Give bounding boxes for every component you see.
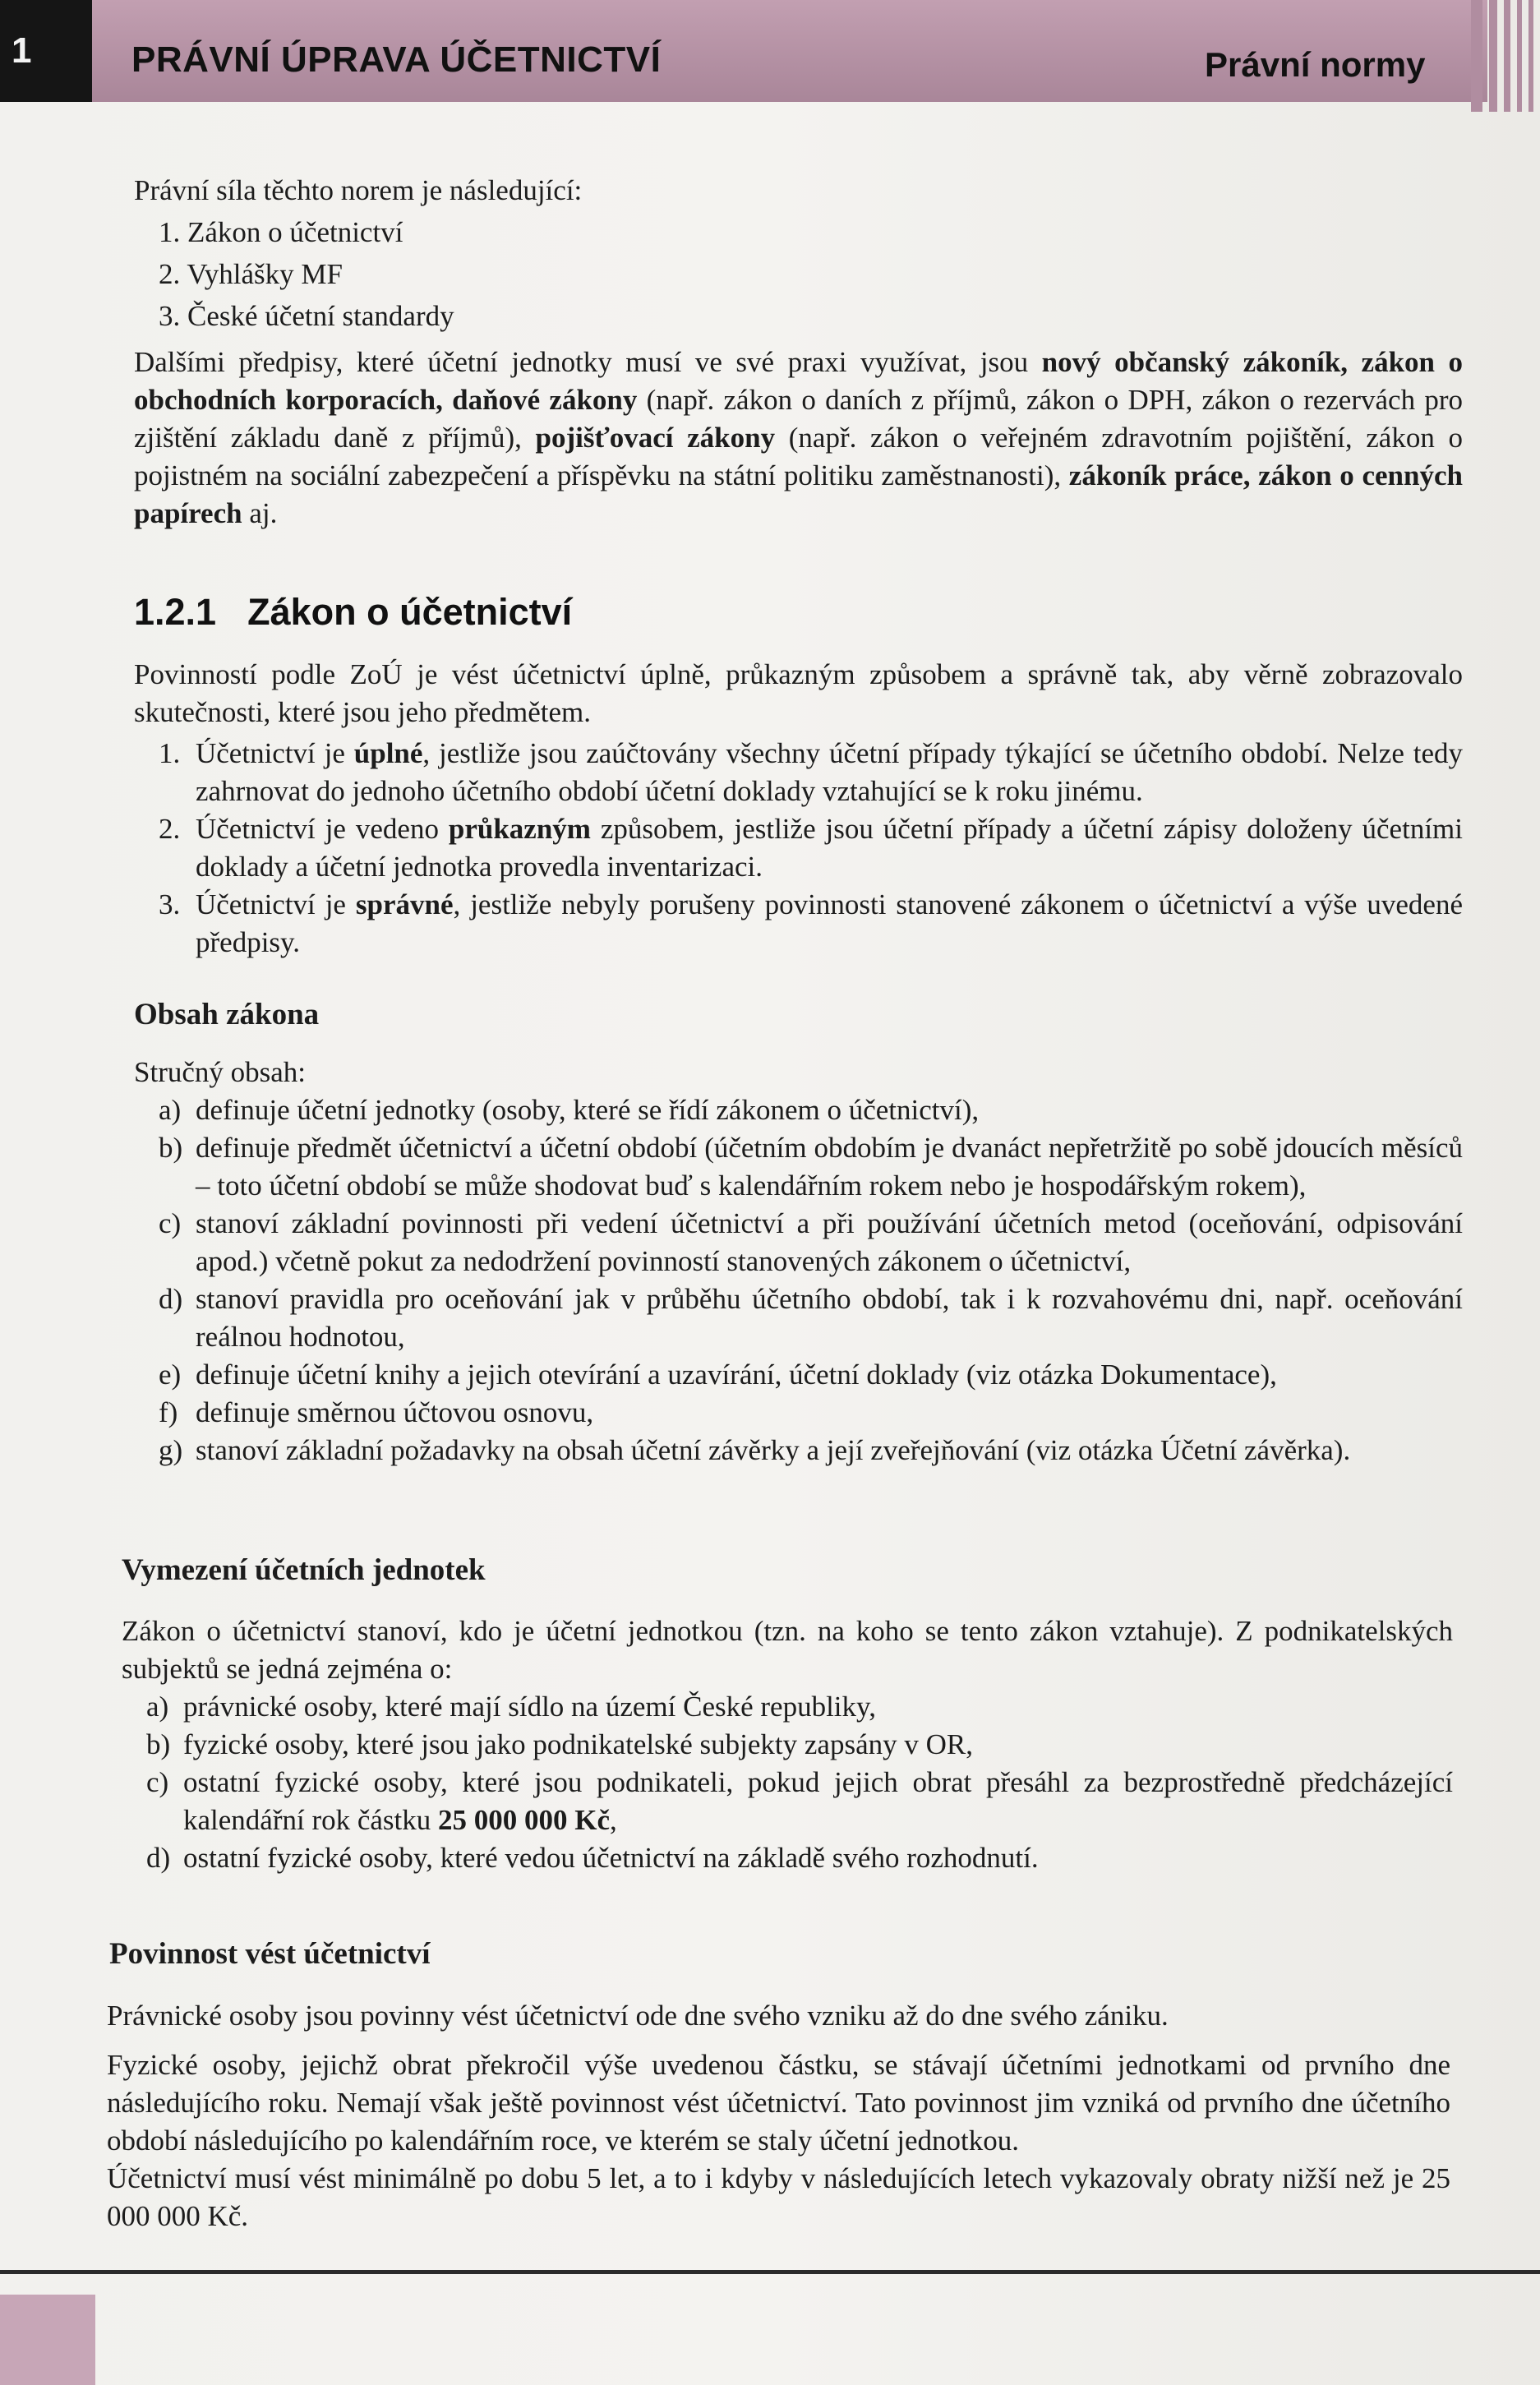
intro-block (134, 169, 1449, 337)
list-item: b) definuje předmět účetnictví a účetní období (účetním obdobím je dvanáct nepřetržitě po sobě jdoucích měsíců – toto účetní období se může shodovat buď s kalendářním rokem nebo je hospodářským rokem), (159, 1132, 1463, 1202)
footer-rule (0, 2270, 1540, 2274)
footer-decoration (0, 2295, 95, 2385)
list-item: f) definuje směrnou účtovou osnovu, (159, 1396, 594, 1428)
obligation-paragraph: Právnické osoby jsou povinny vést účetnictví ode dne svého vzniku až do dne svého zániku. (107, 2000, 1169, 2032)
obligation-paragraph: Účetnictví musí vést minimálně po dobu 5 let, a to i kdyby v následujících letech vykazovaly obraty nižší než je 25 000 000 Kč. (107, 2162, 1450, 2232)
obligation-paragraph: Fyzické osoby, jejichž obrat překročil výše uvedenou částku, se stávají účetními jednotkami od prvního dne následujícího roku. Nemají však ještě povinnost vést účetnictví. Tato povinnost jim vzniká od prvního dne účetního období následujícího po kalendářním roce, ve kterém se staly účetní jednotkou. (107, 2049, 1450, 2157)
list-item: 2. Účetnictví je vedeno průkazným způsobem, jestliže jsou účetní případy a účetní zápisy doloženy účetními doklady a účetní jednotka provedla inventarizaci. (159, 813, 1463, 883)
list-item: 1. Účetnictví je úplné, jestliže jsou zaúčtovány všechny účetní případy týkající se účetního období. Nelze tedy zahrnovat do jednoho účetního období účetní doklady vztahující se k roku jinému. (159, 737, 1463, 807)
content-block (134, 1054, 1463, 1469)
content-heading: Obsah zákona (134, 998, 320, 1031)
other-regulations: Dalšími předpisy, které účetní jednotky musí ve své praxi využívat, jsou nový občanský zákoník, zákon o obchodních korporacích, daňové zákony (např. zákon o daních z příjmů, zákon o DPH, zákon o rezervách pro zjištění základu daně z příjmů), pojišťovací zákony (např. zákon o veřejném zdravotním pojištění, zákon o pojistném na sociální zabezpečení a příspěvku na státní politiku zaměstnanosti), zákoník práce, zákon o cenných papírech aj. (134, 346, 1464, 529)
entities-block (122, 1612, 1453, 1877)
intro-item: 2. Vyhlášky MF (159, 258, 343, 290)
intro-item: 1. Zákon o účetnictví (159, 216, 403, 248)
list-item: d) stanoví pravidla pro oceňování jak v průběhu účetního období, tak i k rozvahovému dni, např. oceňování reálnou hodnotou, (159, 1283, 1463, 1353)
list-item: b) fyzické osoby, které jsou jako podnikatelské subjekty zapsány v OR, (146, 1728, 973, 1760)
obligation-block (107, 1997, 1450, 2235)
chapter-number: 1 (0, 0, 92, 102)
chapter-title: PRÁVNÍ ÚPRAVA ÚČETNICTVÍ (131, 39, 662, 80)
list-item: 3. Účetnictví je správné, jestliže nebyly porušeny povinnosti stanovené zákonem o účetnictví a výše uvedené předpisy. (159, 888, 1463, 958)
list-item: c) stanoví základní povinnosti při vedení účetnictví a při používání účetních metod (oceňování, odpisování apod.) včetně pokut za nedodržení povinností stanovených zákonem o účetnictví, (159, 1207, 1463, 1277)
intro-item: 3. České účetní standardy (159, 300, 454, 332)
duty-paragraph: Povinností podle ZoÚ je vést účetnictví úplně, průkazným způsobem a správně tak, aby věrně zobrazovalo skutečnosti, které jsou jeho předmětem. (134, 658, 1463, 728)
duty-block (134, 656, 1463, 962)
entities-lead: Zákon o účetnictví stanoví, kdo je účetní jednotkou (tzn. na koho se tento zákon vztahuje). Z podnikatelských subjektů se jedná zejména o: (122, 1615, 1453, 1685)
section-number: 1.2.1 (134, 591, 217, 633)
section-title: Zákon o účetnictví (247, 591, 573, 633)
list-item: e) definuje účetní knihy a jejich otevírání a uzavírání, účetní doklady (viz otázka Dokumentace), (159, 1359, 1277, 1391)
list-item: a) definuje účetní jednotky (osoby, které se řídí zákonem o účetnictví), (159, 1094, 980, 1126)
list-item: d) ostatní fyzické osoby, které vedou účetnictví na základě svého rozhodnutí. (146, 1842, 1039, 1874)
list-item: g) stanoví základní požadavky na obsah účetní závěrky a její zveřejňování (viz otázka Účetní závěrka). (159, 1434, 1351, 1466)
section-label: Právní normy (1205, 45, 1426, 84)
list-item: c) ostatní fyzické osoby, které jsou podnikateli, pokud jejich obrat přesáhl za bezprostředně předcházející kalendářní rok částku 25 000 000 Kč, (146, 1766, 1453, 1836)
intro-lead: Právní síla těchto norem je následující: (134, 174, 583, 206)
section-heading (134, 593, 572, 631)
content-lead: Stručný obsah: (134, 1056, 307, 1088)
list-item: a) právnické osoby, které mají sídlo na území České republiky, (146, 1691, 877, 1723)
obligation-heading: Povinnost vést účetnictví (109, 1937, 431, 1971)
entities-heading: Vymezení účetních jednotek (122, 1553, 486, 1587)
